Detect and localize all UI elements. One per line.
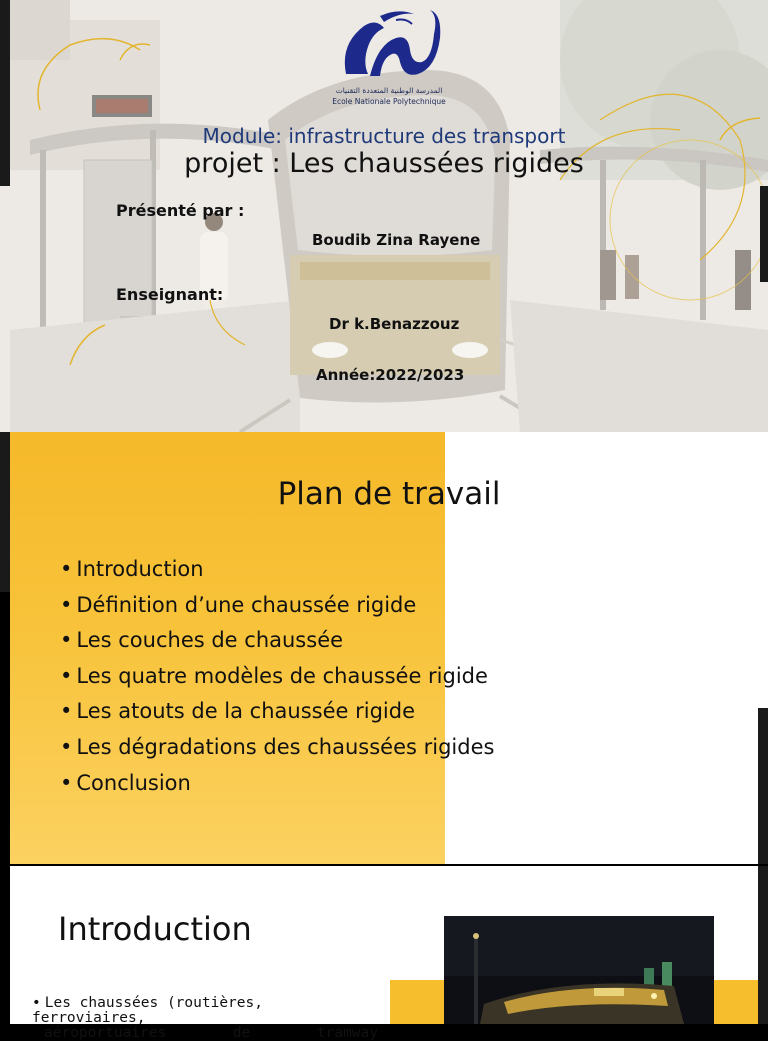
slide-edge <box>758 708 768 864</box>
introduction-slide <box>10 866 768 1041</box>
plan-item-definition: • Définition d’une chaussée rigide <box>60 588 494 624</box>
slide-edge <box>0 432 10 592</box>
plan-list <box>60 552 494 801</box>
introduction-text: • Les chaussées (routières, ferroviaires, aéroportuaires de tramway <box>32 995 378 1041</box>
night-tram-photo <box>444 916 714 1024</box>
school-name-arabic: المدرسة الوطنية المتعددة التقنيات <box>335 86 443 95</box>
intro-line-2-a: aéroportuaires <box>44 1025 167 1041</box>
slide-edge <box>758 866 768 1024</box>
module-title: Module: infrastructure des transport <box>202 124 566 148</box>
intro-line-2-c: tramway <box>316 1025 378 1041</box>
teacher-label: Enseignant: <box>116 285 224 304</box>
teacher-name: Dr k.Benazzouz <box>329 315 460 333</box>
plan-title: Plan de travail <box>277 476 501 512</box>
intro-line-2-b: de <box>232 1025 251 1041</box>
introduction-title: Introduction <box>58 910 252 948</box>
project-title: projet : Les chaussées rigides <box>184 148 584 179</box>
plan-item-conclusion: • Conclusion <box>60 766 494 802</box>
academic-year: Année:2022/2023 <box>316 366 465 384</box>
presented-by-label: Présenté par : <box>116 201 245 220</box>
plan-slide <box>10 432 768 864</box>
plan-item-atouts: • Les atouts de la chaussée rigide <box>60 694 494 730</box>
plan-item-introduction: • Introduction <box>60 552 494 588</box>
plan-item-couches: • Les couches de chaussée <box>60 623 494 659</box>
slide-edge <box>760 186 768 282</box>
title-slide <box>0 0 768 432</box>
intro-line-1: Les chaussées (routières, ferroviaires, <box>32 995 263 1026</box>
presenter-name: Boudib Zina Rayene <box>312 231 481 249</box>
school-name-french: Ecole Nationale Polytechnique <box>332 97 446 106</box>
plan-item-degradations: • Les dégradations des chaussées rigides <box>60 730 494 766</box>
plan-item-modeles: • Les quatre modèles de chaussée rigide <box>60 659 494 695</box>
